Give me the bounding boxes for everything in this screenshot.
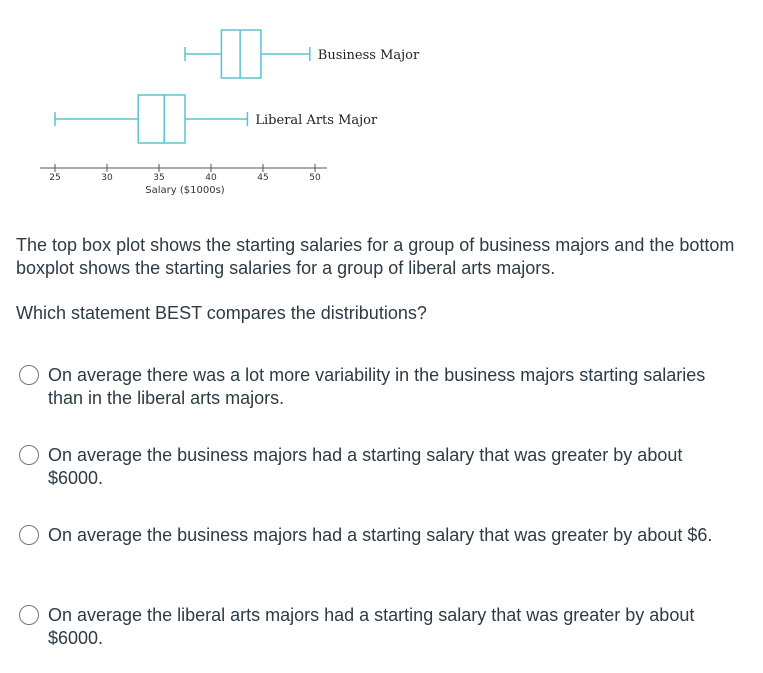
answer-option-label: On average there was a lot more variability in the business majors starting salaries than in the liberal arts majors.	[48, 365, 706, 408]
series-label: Business Major	[317, 48, 420, 63]
iqr-box	[138, 95, 185, 143]
x-tick-label: 40	[205, 173, 217, 183]
answer-option-label: On average the business majors had a starting salary that was greater by about $6000.	[48, 445, 683, 488]
x-tick-label: 45	[257, 173, 269, 183]
x-axis-label: Salary ($1000s)	[145, 185, 225, 196]
x-axis-ticks	[49, 164, 321, 183]
answer-option-label: On average the liberal arts majors had a starting salary that was greater by about $6000.	[48, 605, 695, 648]
x-tick-label: 30	[101, 173, 113, 183]
boxplot-liberal-arts-major	[55, 95, 378, 143]
question-prompt: Which statement BEST compares the distributions?	[16, 303, 427, 323]
radio-button-icon[interactable]	[19, 605, 39, 625]
iqr-box	[221, 30, 261, 78]
x-tick-label: 25	[49, 173, 61, 183]
boxplot-chart	[0, 0, 763, 215]
boxplot-business-major	[185, 30, 420, 78]
boxplot-series	[55, 30, 420, 143]
answer-option-1[interactable]	[19, 364, 749, 410]
answer-option-3[interactable]	[19, 524, 749, 547]
radio-button-icon[interactable]	[19, 525, 39, 545]
series-label: Liberal Arts Major	[255, 113, 378, 128]
x-tick-label: 50	[309, 173, 321, 183]
radio-button-icon[interactable]	[19, 445, 39, 465]
question-text: The top box plot shows the starting salaries for a group of business majors and the bottom boxplot shows the starting salaries for a group of liberal arts majors.	[16, 235, 735, 278]
answer-option-4[interactable]	[19, 604, 749, 650]
answer-option-label: On average the business majors had a starting salary that was greater by about $6.	[48, 525, 713, 545]
answer-option-2[interactable]	[19, 444, 749, 490]
x-tick-label: 35	[153, 173, 165, 183]
radio-button-icon[interactable]	[19, 365, 39, 385]
